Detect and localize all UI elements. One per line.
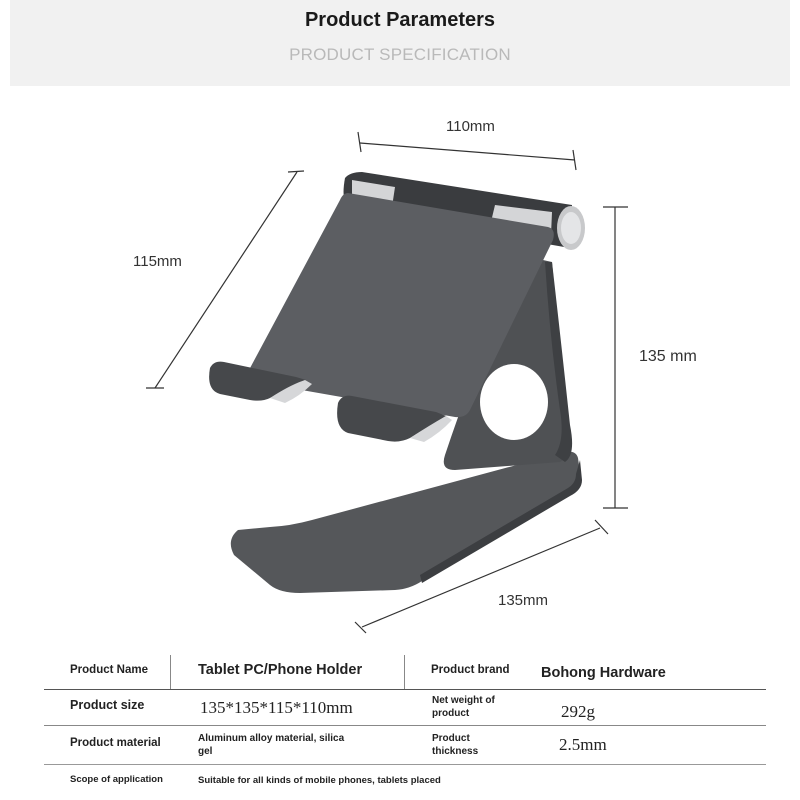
- stand-base: [231, 452, 581, 593]
- product-brand-value: Bohong Hardware: [541, 665, 666, 681]
- product-size-label: Product size: [70, 698, 145, 712]
- net-weight-value: 292g: [561, 702, 595, 721]
- scope-label: Scope of application: [70, 774, 163, 785]
- product-material-value: Aluminum alloy material, silica gel: [198, 733, 345, 757]
- page-title: Product Parameters: [304, 9, 496, 31]
- support-cutout: [480, 364, 548, 440]
- product-brand-label: Product brand: [431, 664, 510, 676]
- dimension-right-height: 135 mm: [639, 348, 697, 365]
- scope-value: Suitable for all kinds of mobile phones, tablets placed: [198, 775, 441, 786]
- product-name-value: Tablet PC/Phone Holder: [198, 662, 363, 678]
- dimension-left-height: 115mm: [133, 253, 182, 270]
- net-weight-label: Net weight of product: [432, 695, 495, 719]
- product-material-label: Product material: [70, 737, 161, 749]
- dimension-bottom-depth: 135mm: [498, 592, 549, 609]
- product-thickness-label: Product thickness: [432, 733, 479, 757]
- dimension-top-width: 110mm: [446, 118, 495, 135]
- product-thickness-value: 2.5mm: [559, 735, 607, 754]
- product-size-value: 135*135*115*110mm: [200, 698, 353, 717]
- product-name-label: Product Name: [70, 664, 148, 676]
- page-subtitle: PRODUCT SPECIFICATION: [289, 45, 511, 64]
